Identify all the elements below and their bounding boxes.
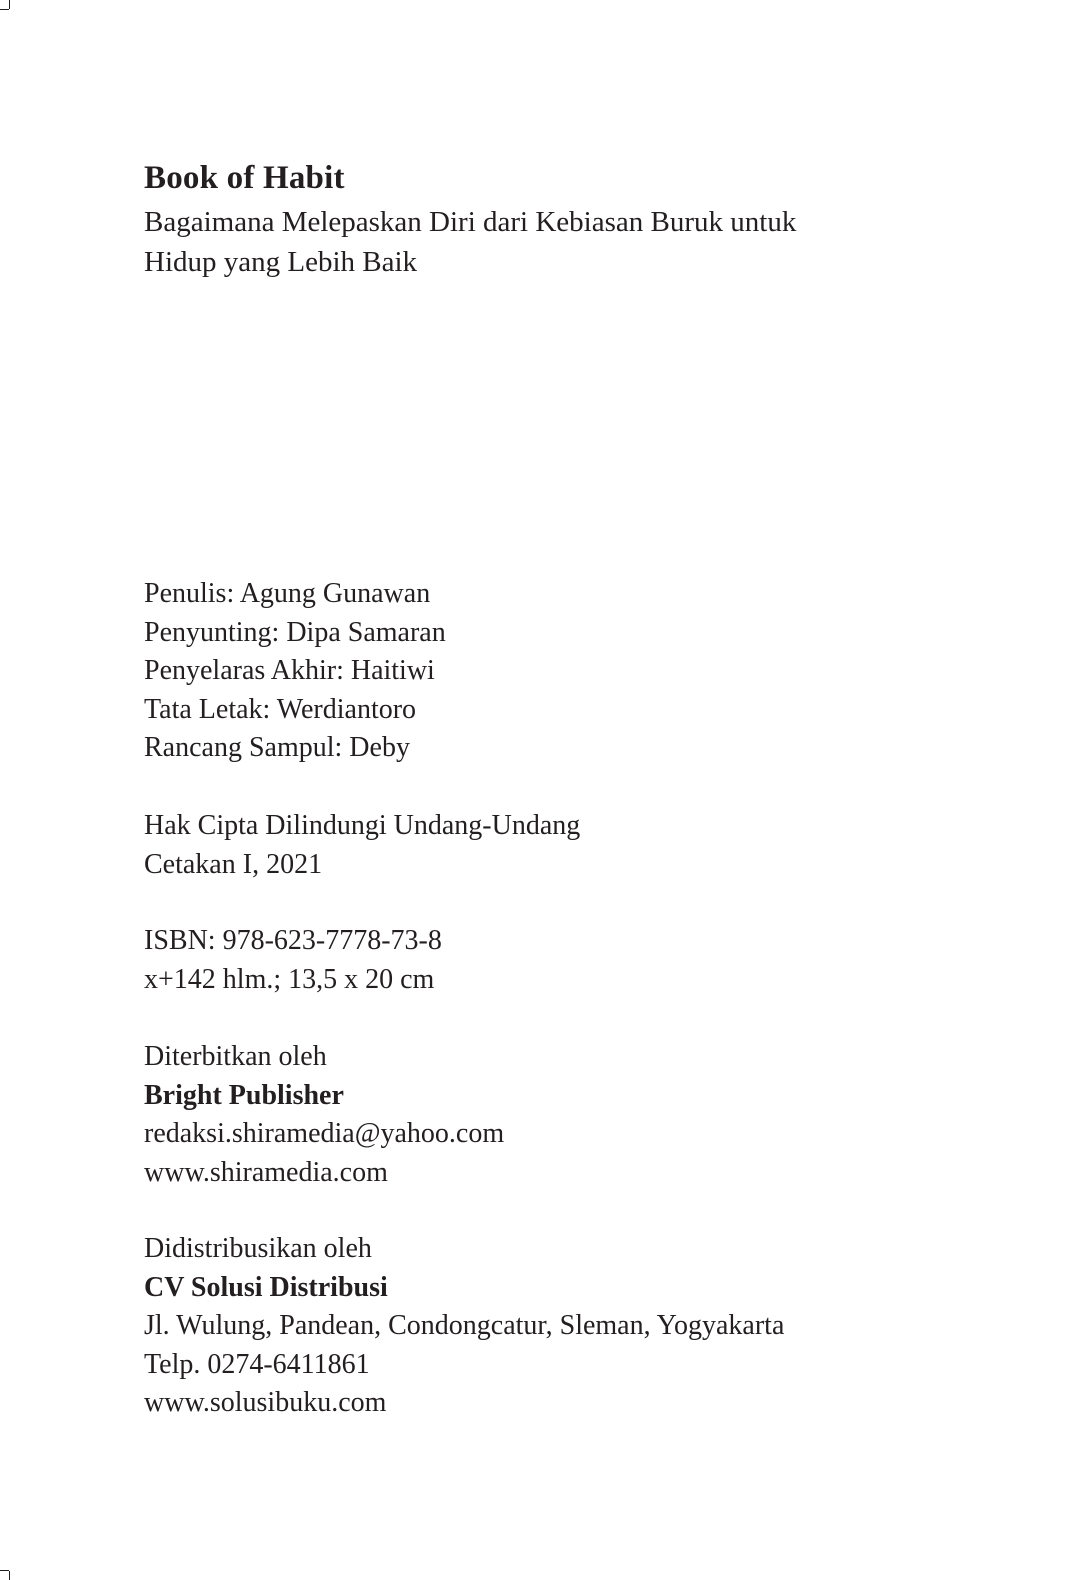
distributor-website: www.solusibuku.com: [144, 1387, 387, 1419]
specs-block: [144, 922, 1024, 999]
title-block: [144, 158, 864, 282]
credit-layout: Tata Letak: Werdiantoro: [144, 693, 417, 725]
crop-mark-top-left-vertical: [9, 0, 10, 9]
edition-info: Cetakan I, 2021: [144, 848, 323, 880]
crop-mark-bottom-left-vertical: [9, 1571, 10, 1580]
credit-proofreader: Penyelaras Akhir: Haitiwi: [144, 655, 435, 687]
rights-block: [144, 807, 1024, 884]
crop-mark-bottom-left-horizontal: [0, 1570, 9, 1571]
publisher-website: www.shiramedia.com: [144, 1156, 388, 1188]
distributor-block: [144, 1230, 1024, 1423]
publisher-email: redaksi.shiramedia@yahoo.com: [144, 1118, 505, 1150]
distributor-phone: Telp. 0274-6411861: [144, 1348, 370, 1380]
publisher-label: Diterbitkan oleh: [144, 1041, 327, 1072]
crop-mark-top-left-horizontal: [0, 9, 9, 10]
credit-editor: Penyunting: Dipa Samaran: [144, 616, 446, 648]
credit-cover-design: Rancang Sampul: Deby: [144, 732, 410, 764]
copyright-notice: Hak Cipta Dilindungi Undang-Undang: [144, 810, 581, 841]
book-subtitle: Bagaimana Melepaskan Diri dari Kebiasan Buruk untuk Hidup yang Lebih Baik: [144, 206, 797, 278]
distributor-address: Jl. Wulung, Pandean, Condongcatur, Sleman, Yogyakarta: [144, 1310, 785, 1342]
publisher-name: Bright Publisher: [144, 1079, 344, 1111]
publisher-block: [144, 1038, 1024, 1192]
credits-block: [144, 575, 1024, 768]
distributor-label: Didistribusikan oleh: [144, 1233, 372, 1264]
distributor-name: CV Solusi Distribusi: [144, 1271, 388, 1303]
book-format: x+142 hlm.; 13,5 x 20 cm: [144, 963, 435, 995]
credit-author: Penulis: Agung Gunawan: [144, 578, 431, 609]
book-title: Book of Habit: [144, 160, 345, 196]
isbn: ISBN: 978-623-7778-73-8: [144, 925, 442, 956]
